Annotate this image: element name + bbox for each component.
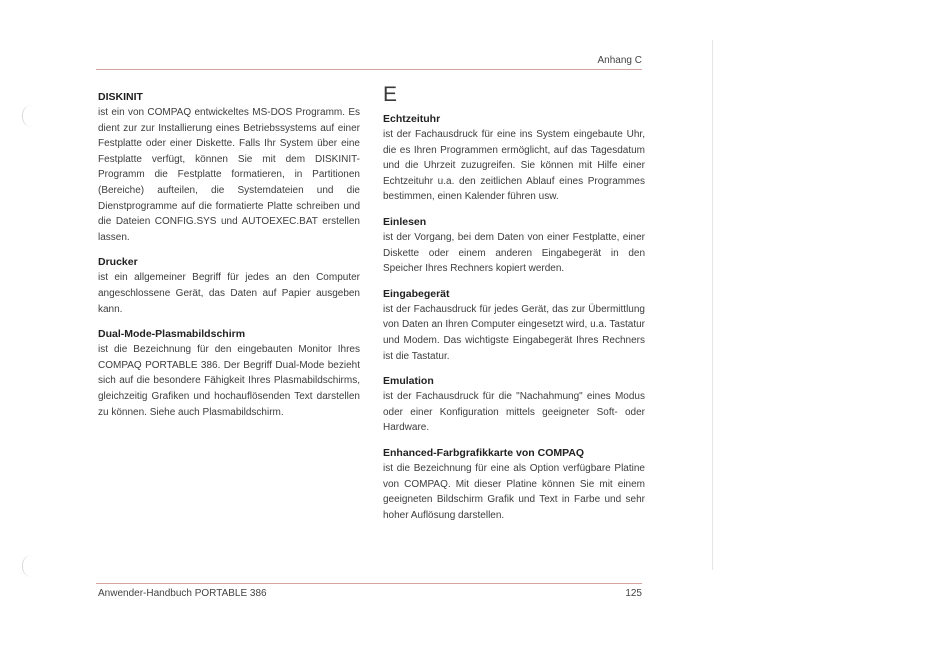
entry-definition: ist ein allgemeiner Begriff für jedes an den Computer angeschlossene Gerät, das Daten auf Papier ausgeben kann.: [98, 272, 360, 315]
binder-hole-mark: [22, 555, 33, 577]
binder-hole-mark: [22, 105, 33, 127]
entry-term: Echtzeituhr: [383, 113, 441, 125]
glossary-entry: [383, 287, 645, 364]
left-column: [98, 90, 360, 430]
glossary-entry: [98, 327, 360, 420]
entry-definition: ist die Bezeichnung für eine als Option verfügbare Platine von COMPAQ. Mit dieser Platine können Sie mit einem geeigneten Bildschirm Grafik und Text in Farbe und sehr hoher Auflösung darstellen.: [383, 462, 645, 521]
entry-term: Einlesen: [383, 215, 427, 228]
section-letter-heading: E: [383, 83, 398, 106]
entry-definition: ist der Vorgang, bei dem Daten von einer Festplatte, einer Diskette oder einem anderen Eingabegerät in den Speicher Ihres Rechners kopiert werden.: [383, 231, 645, 275]
glossary-entry: [383, 215, 645, 277]
right-column: [383, 84, 645, 533]
glossary-entry: [383, 112, 645, 205]
entry-term: Enhanced-Farbgrafikkarte von COMPAQ: [383, 446, 585, 459]
entry-term: Drucker: [98, 256, 138, 269]
entry-term: DISKINIT: [98, 91, 143, 103]
glossary-entry: [383, 374, 645, 436]
glossary-entry: [98, 90, 360, 245]
entry-definition: ist der Fachausdruck für jedes Gerät, das zur Übermittlung von Daten an Ihren Computer eingesetzt wird, u.a. Tastatur und Modem. Das wichtigste Eingabegerät Ihres Rechners ist die Tastatur.: [383, 303, 645, 362]
entry-definition: ist der Fachausdruck für eine ins System eingebaute Uhr, die es Ihren Programmen ermöglicht, auf das Tagesdatum und die Uhrzeit zuzugreifen. Sie können mit Hilfe einer Echtzeituhr u.a. den zeitlichen Ablauf eines Programmes bestimmen, einen Kalender führen usw.: [383, 129, 645, 203]
entry-definition: ist der Fachausdruck für die "Nachahmung" eines Modus oder einer Konfiguration mittels geeigneter Soft- oder Hardware.: [383, 391, 645, 434]
entry-term: Eingabegerät: [383, 287, 450, 300]
glossary-entry: [383, 446, 645, 523]
entry-definition: ist die Bezeichnung für den eingebauten Monitor Ihres COMPAQ PORTABLE 386. Der Begriff Dual-Mode bezieht sich auf die besondere Fähigkeit Ihres Plasmabildschirms, gleichzeitig Grafiken und hochauflösenden Text darstellen zu können. Siehe auch Plasmabildschirm.: [98, 344, 360, 418]
entry-term: Emulation: [383, 375, 434, 388]
running-header: Anhang C: [597, 55, 642, 66]
page-edge-line: [712, 40, 713, 570]
entry-term: Dual-Mode-Plasmabildschirm: [98, 328, 246, 341]
footer-title: Anwender-Handbuch PORTABLE 386: [98, 588, 267, 599]
entry-definition: ist ein von COMPAQ entwickeltes MS-DOS Programm. Es dient zur zur Installierung eines Betriebssystems auf einer Festplatte oder einer Diskette. Falls Ihr System über eine Festplatte verfügt, können Sie mit dem DISKINIT-Programm die Festplatte formatieren, in Partitionen (Bereiche) aufteilen, die Systemdateien und die Dienstprogramme auf die formatierte Platte schreiben und die Dateien CONFIG.SYS und AUTOEXEC.BAT erstellen lassen.: [98, 107, 360, 243]
footer-rule: [96, 583, 642, 584]
page-number: 125: [625, 588, 642, 599]
glossary-entry: [98, 255, 360, 317]
header-rule: [96, 69, 642, 70]
